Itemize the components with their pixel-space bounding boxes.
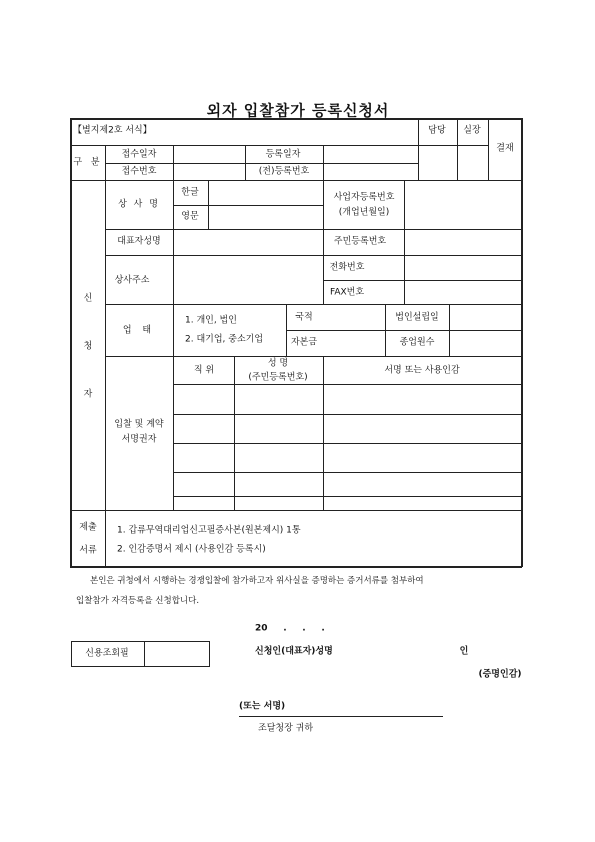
applicant-side-label-3: 자 (83, 389, 93, 400)
fax-label: FAX번호 (329, 287, 365, 298)
nationality-label: 국적 (295, 312, 313, 323)
resident-reg-no-field[interactable] (405, 230, 520, 254)
receipt-date-label: 접수일자 (121, 149, 157, 160)
col-position-header: 직 위 (193, 365, 215, 376)
submission-label-2: 서류 (79, 545, 97, 556)
approval-manager-label: 담당 (428, 125, 446, 136)
trade-name-english-field[interactable] (209, 206, 322, 228)
incorporation-date-field[interactable] (450, 305, 520, 329)
business-reg-no-field[interactable] (405, 181, 520, 228)
col-signature-header: 서명 또는 사용인감 (384, 365, 460, 376)
phone-field[interactable] (405, 256, 520, 279)
applicant-sign-label: 신청인(대표자)성명 (255, 646, 333, 657)
receipt-date-field[interactable] (174, 146, 244, 162)
declaration-line-1: 본인은 귀청에서 시행하는 경쟁입찰에 참가하고자 위사실을 증명하는 증거서류를 첨부하여 (90, 575, 424, 586)
prev-registration-number-field[interactable] (324, 164, 417, 179)
capital-label: 자본금 (290, 337, 318, 348)
signatory-label-1: 입찰 및 계약 (114, 419, 164, 430)
prev-registration-number-label: (전)등록번호 (258, 166, 310, 177)
business-type-option-2[interactable]: 2. 대기업, 중소기업 (185, 334, 264, 345)
business-type-label: 업 태 (122, 325, 156, 336)
addressee: 조달청장 귀하 (258, 723, 314, 734)
incorporation-date-label: 법인설립일 (395, 312, 439, 323)
phone-label: 전화번호 (329, 262, 365, 273)
trade-name-korean-label: 한글 (181, 187, 199, 198)
business-reg-no-label: 사업자등록번호 (333, 192, 395, 203)
approval-director-label: 실장 (463, 125, 481, 136)
col-name-header-1: 성 명 (267, 358, 289, 369)
signatory-label-2: 서명권자 (121, 434, 157, 445)
receipt-number-label: 접수번호 (121, 166, 157, 177)
submission-label-1: 제출 (79, 522, 97, 533)
applicant-sign-field[interactable] (352, 644, 457, 662)
trade-name-korean-field[interactable] (209, 181, 322, 204)
representative-name-label: 대표자성명 (117, 236, 161, 247)
seal-note: (증명인감) (478, 669, 522, 680)
nationality-field[interactable] (324, 305, 384, 329)
applicant-side-label-2: 청 (83, 341, 93, 352)
opening-date-label: (개업년월일) (338, 207, 390, 218)
registration-date-label: 등록일자 (265, 149, 301, 160)
submission-item-2: 2. 인감증명서 제시 (사용인감 등록시) (117, 544, 266, 555)
seal-mark: 인 (459, 646, 469, 657)
trade-name-english-label: 영문 (181, 211, 199, 222)
document-title: 외자 입찰참가 등록신청서 (206, 101, 390, 120)
representative-name-field[interactable] (174, 230, 322, 254)
fax-field[interactable] (405, 281, 520, 303)
address-field[interactable] (174, 256, 322, 303)
submission-item-1: 1. 갑류무역대리업신고필증사본(원본제시) 1통 (117, 525, 301, 536)
form-reference: 【별지제2호 서식】 (73, 125, 152, 136)
resident-reg-no-label: 주민등록번호 (333, 236, 387, 247)
credit-check-field[interactable] (145, 642, 207, 665)
or-sign-label: (또는 서명) (239, 701, 286, 712)
trade-name-label: 상 사 명 (118, 199, 160, 210)
signature-line (239, 716, 443, 717)
business-type-option-1[interactable]: 1. 개인, 법인 (185, 315, 237, 326)
approval-label: 결재 (496, 143, 514, 154)
applicant-side-label-1: 신 (83, 293, 93, 304)
credit-check-label: 신용조회필 (85, 648, 129, 659)
col-name-header-2: (주민등록번호) (248, 372, 308, 383)
category-label: 구 분 (73, 157, 103, 168)
address-label: 상사주소 (114, 275, 150, 286)
receipt-number-field[interactable] (174, 164, 244, 179)
declaration-line-2: 입찰참가 자격등록을 신청합니다. (76, 595, 200, 606)
employees-label: 종업원수 (399, 337, 435, 348)
employees-field[interactable] (450, 331, 520, 355)
application-date[interactable]: 20 . . . (255, 623, 325, 634)
registration-date-field[interactable] (324, 146, 417, 162)
capital-field[interactable] (324, 331, 384, 355)
